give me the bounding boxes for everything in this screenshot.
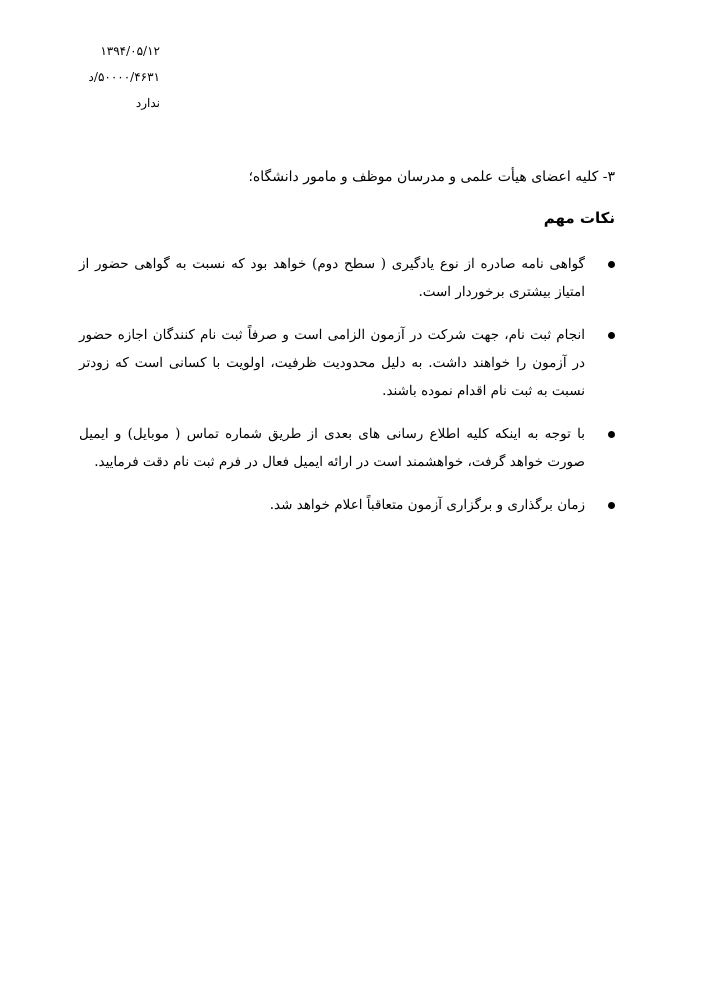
bullet-icon <box>608 431 615 438</box>
section-item-3: ۳- کلیه اعضای هیأت علمی و مدرسان موظف و مامور دانشگاه؛ <box>248 169 615 185</box>
notes-list <box>79 250 619 534</box>
bullet-icon <box>608 332 615 339</box>
letter-number: ۵۰۰۰۰/۴۶۳۱/د <box>88 70 160 84</box>
list-item-text: زمان برگذاری و برگزاری آزمون متعاقباً اعلام خواهد شد. <box>269 497 585 513</box>
letter-attachment: ندارد <box>135 96 160 110</box>
list-item <box>79 321 619 405</box>
bullet-icon <box>608 261 615 268</box>
bullet-icon <box>608 502 615 509</box>
list-item <box>79 491 619 519</box>
list-item-text: گواهی نامه صادره از نوع یادگیری ( سطح دوم) خواهد بود که نسبت به گواهی حضور از امتیاز بیشتری برخوردار است. <box>79 256 585 300</box>
list-item <box>79 420 619 476</box>
list-item-text: انجام ثبت نام، جهت شرکت در آزمون الزامی است و صرفاً ثبت نام کنندگان اجازه حضور در آزمون را خواهند داشت. به دلیل محدودیت ظرفیت، اولویت با کسانی است که زودتر نسبت به ثبت نام اقدام نموده باشند. <box>79 327 585 399</box>
list-item <box>79 250 619 306</box>
notes-title: نکات مهم <box>543 209 615 227</box>
list-item-text: با توجه به اینکه کلیه اطلاع رسانی های بعدی از طریق شماره تماس ( موبایل) و ایمیل صورت خواهد گرفت، خواهشمند است در ارائه ایمیل فعال در فرم ثبت نام دقت فرمایید. <box>79 426 585 470</box>
letter-date: ۱۳۹۴/۰۵/۱۲ <box>100 44 160 58</box>
